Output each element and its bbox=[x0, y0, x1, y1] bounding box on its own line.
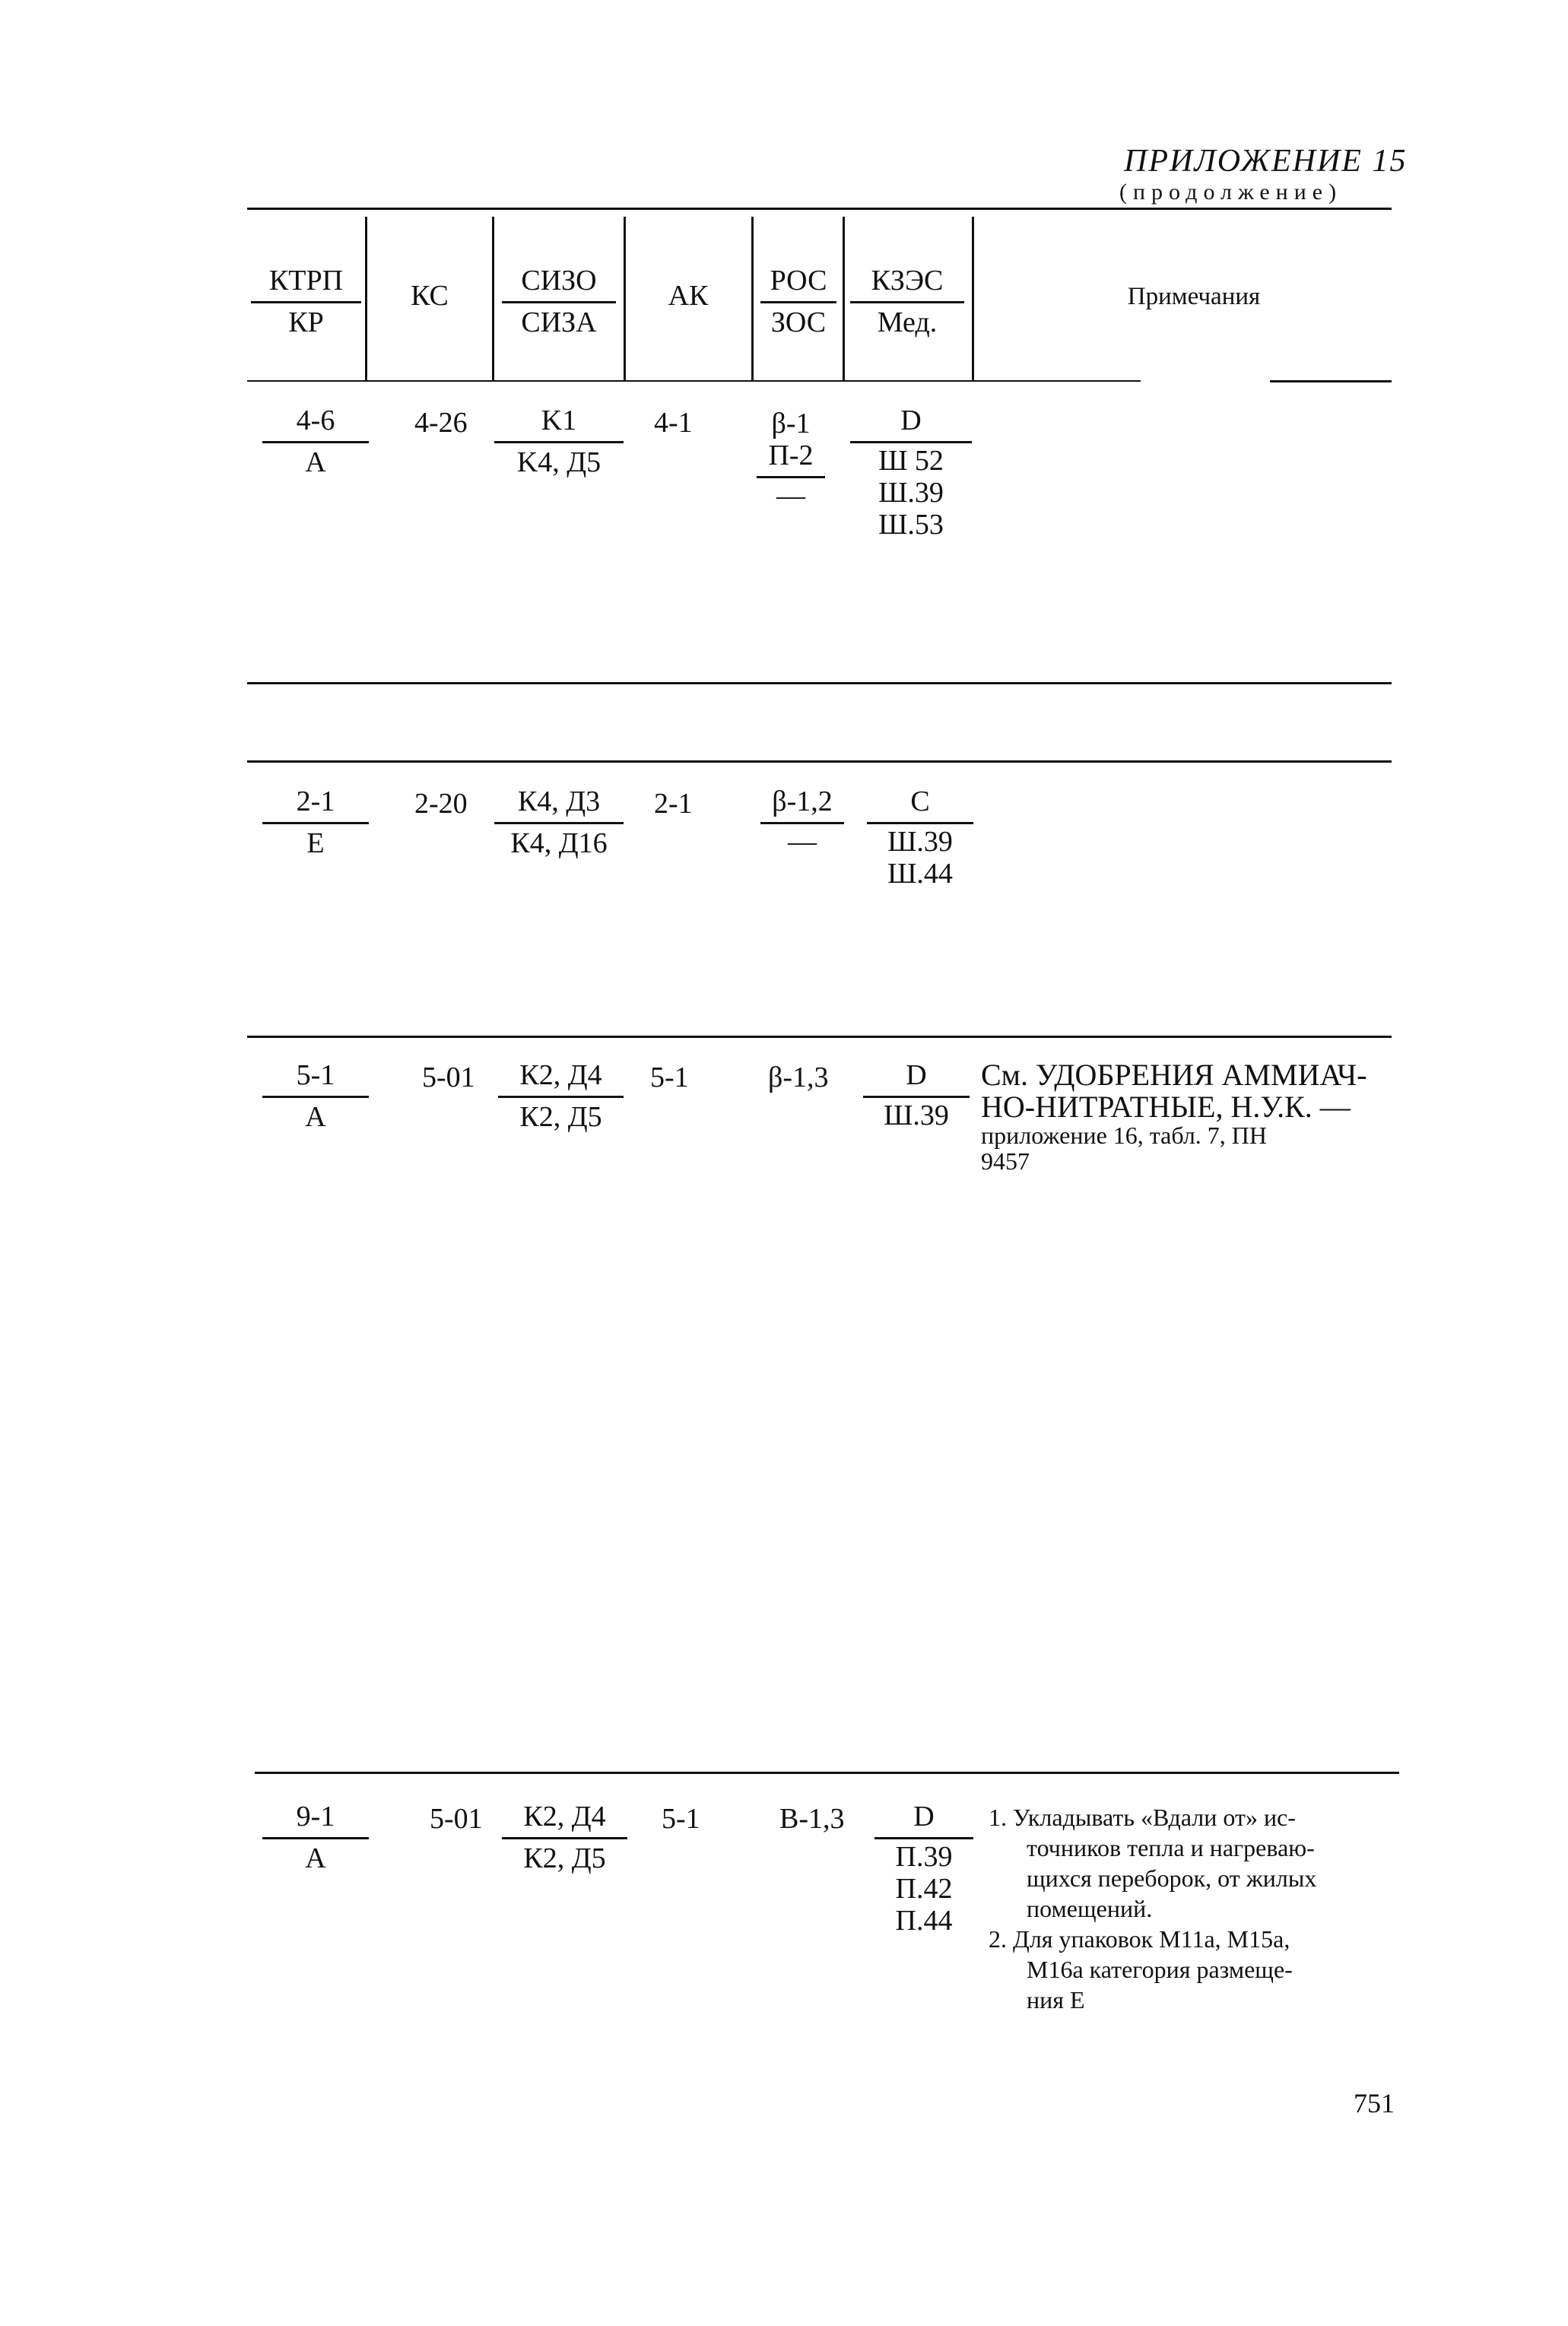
header-bottom-rule bbox=[247, 380, 1141, 382]
row4-sizo-siza: К2, Д4 К2, Д5 bbox=[502, 1802, 627, 1873]
header-bottom-rule-right bbox=[1270, 380, 1392, 382]
appendix-subtitle: (продолжение) bbox=[1119, 179, 1343, 205]
col-header-notes: Примечания bbox=[1127, 283, 1261, 310]
row3-ak: 5-1 bbox=[650, 1061, 689, 1093]
row3-sizo-siza: К2, Д4 К2, Д5 bbox=[498, 1061, 624, 1131]
row3-ros: β-1,3 bbox=[768, 1061, 829, 1093]
row2-kzes-med: С Ш.39 Ш.44 bbox=[867, 787, 973, 888]
row1-ktrp-kr: 4-6 А bbox=[262, 406, 369, 477]
row4-note: 1. Укладывать «Вдали от» ис- точников тепла и нагреваю- щихся переборок, от жилых помещений. 2. Для упаковок М11а, М15а, М16а категория размеще- ния Е bbox=[989, 1804, 1317, 2013]
col-header-ks: КС bbox=[411, 280, 449, 312]
row1-ros-zos: β-1 П-2 — bbox=[757, 406, 825, 510]
col-divider-5 bbox=[843, 217, 845, 380]
col-divider-2 bbox=[492, 217, 494, 380]
row4-ks: 5-01 bbox=[430, 1803, 483, 1835]
row2-ros-zos: β-1,2 — bbox=[760, 787, 844, 856]
row3-note: См. УДОБРЕНИЯ АММИАЧ- НО-НИТРАТНЫЕ, Н.У.К. — приложение 16, табл. 7, ПН 9457 bbox=[981, 1058, 1367, 1175]
col-divider-6 bbox=[972, 217, 974, 380]
row-separator bbox=[247, 760, 1392, 763]
col-header-kzes: КЗЭС Мед. bbox=[850, 266, 964, 337]
row4-ktrp-kr: 9-1 А bbox=[262, 1802, 369, 1873]
appendix-title: ПРИЛОЖЕНИЕ 15 bbox=[1124, 144, 1408, 179]
row4-ros: В-1,3 bbox=[779, 1803, 845, 1835]
col-divider-3 bbox=[624, 217, 626, 380]
row2-ktrp-kr: 2-1 Е bbox=[262, 787, 369, 858]
col-divider-4 bbox=[751, 217, 754, 380]
col-divider-1 bbox=[365, 217, 367, 380]
row-separator bbox=[247, 1036, 1392, 1038]
row3-kzes-med: D Ш.39 bbox=[863, 1061, 970, 1130]
row-separator bbox=[247, 682, 1392, 684]
row1-ak: 4-1 bbox=[654, 407, 693, 439]
header-top-rule bbox=[247, 208, 1392, 210]
row4-ak: 5-1 bbox=[662, 1803, 700, 1835]
row4-kzes-med: D П.39 П.42 П.44 bbox=[874, 1802, 973, 1935]
row1-sizo-siza: K1 K4, Д5 bbox=[494, 406, 624, 477]
col-header-ros: РОС ЗОС bbox=[760, 266, 836, 337]
row2-ks: 2-20 bbox=[414, 788, 468, 820]
col-header-ktrp: КТРП КР bbox=[251, 266, 361, 337]
col-header-ak: АК bbox=[668, 280, 709, 312]
row2-sizo-siza: К4, Д3 К4, Д16 bbox=[494, 787, 624, 858]
row1-ks: 4-26 bbox=[414, 407, 468, 439]
row3-ktrp-kr: 5-1 А bbox=[262, 1061, 369, 1131]
page-number: 751 bbox=[1354, 2088, 1395, 2118]
row-separator bbox=[255, 1772, 1399, 1774]
row3-ks: 5-01 bbox=[422, 1061, 475, 1093]
col-header-sizo: СИЗО СИЗА bbox=[502, 266, 616, 337]
row1-kzes-med: D Ш 52 Ш.39 Ш.53 bbox=[850, 406, 972, 539]
row2-ak: 2-1 bbox=[654, 788, 693, 820]
